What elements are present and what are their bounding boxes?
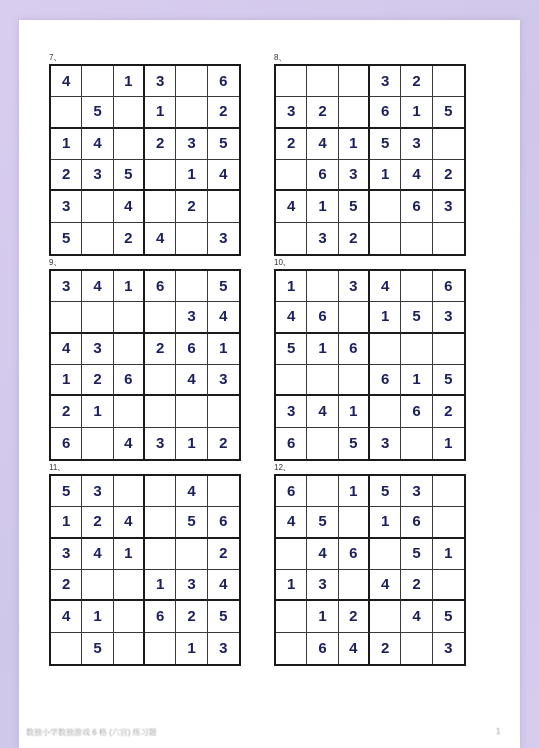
- sudoku-cell: 4: [51, 66, 82, 97]
- sudoku-cell: [370, 191, 401, 222]
- sudoku-cell: [401, 271, 432, 302]
- sudoku-cell: 2: [145, 129, 176, 160]
- sudoku-cell: [370, 539, 401, 570]
- sudoku-cell: [145, 160, 176, 191]
- sudoku-cell: [339, 507, 370, 538]
- sudoku-cell: [339, 570, 370, 601]
- sudoku-cell: 1: [307, 334, 338, 365]
- sudoku-cell: 4: [208, 302, 239, 333]
- sudoku-cell: 2: [307, 97, 338, 128]
- sudoku-cell: 2: [82, 365, 113, 396]
- sudoku-cell: 6: [145, 601, 176, 632]
- sudoku-cell: 2: [401, 570, 432, 601]
- sudoku-cell: 4: [276, 507, 307, 538]
- sudoku-cell: 3: [401, 476, 432, 507]
- sudoku-cell: 3: [339, 160, 370, 191]
- sudoku-cell: [114, 396, 145, 427]
- sudoku-cell: [82, 191, 113, 222]
- sudoku-cell: 1: [114, 66, 145, 97]
- sudoku-cell: 3: [307, 223, 338, 254]
- sudoku-cell: 2: [51, 160, 82, 191]
- puzzle-number-label: 12、: [274, 463, 291, 472]
- sudoku-cell: 3: [276, 97, 307, 128]
- sudoku-cell: 1: [276, 271, 307, 302]
- sudoku-cell: [208, 396, 239, 427]
- sudoku-cell: 2: [82, 507, 113, 538]
- sudoku-cell: 3: [307, 570, 338, 601]
- sudoku-cell: 5: [433, 601, 464, 632]
- sudoku-cell: [370, 601, 401, 632]
- sudoku-cell: [276, 160, 307, 191]
- sudoku-cell: 4: [114, 428, 145, 459]
- puzzle-number-label: 10、: [274, 258, 291, 267]
- sudoku-cell: [307, 476, 338, 507]
- sudoku-cell: [176, 271, 207, 302]
- sudoku-cell: 5: [339, 191, 370, 222]
- sudoku-cell: [51, 302, 82, 333]
- sudoku-cell: [145, 476, 176, 507]
- sudoku-cell: 6: [339, 334, 370, 365]
- sudoku-cell: [433, 570, 464, 601]
- sudoku-cell: 1: [307, 191, 338, 222]
- sudoku-cell: [145, 539, 176, 570]
- worksheet-page: [19, 20, 520, 748]
- sudoku-cell: [433, 223, 464, 254]
- sudoku-cell: 3: [339, 271, 370, 302]
- sudoku-cell: 5: [433, 365, 464, 396]
- sudoku-cell: 5: [401, 302, 432, 333]
- sudoku-cell: [307, 271, 338, 302]
- sudoku-cell: [370, 334, 401, 365]
- sudoku-cell: 6: [401, 191, 432, 222]
- sudoku-cell: 4: [370, 271, 401, 302]
- sudoku-cell: 1: [176, 428, 207, 459]
- sudoku-cell: 5: [208, 601, 239, 632]
- sudoku-cell: 6: [307, 160, 338, 191]
- sudoku-cell: [401, 334, 432, 365]
- sudoku-cell: 4: [82, 539, 113, 570]
- sudoku-cell: 1: [444, 434, 453, 452]
- sudoku-cell: 3: [82, 160, 113, 191]
- sudoku-cell: 1: [114, 271, 145, 302]
- sudoku-cell: 4: [208, 160, 239, 191]
- sudoku-grid: [49, 64, 241, 256]
- sudoku-cell: 4: [114, 191, 145, 222]
- sudoku-cell: 4: [276, 302, 307, 333]
- sudoku-cell: 1: [433, 539, 464, 570]
- sudoku-cell: 6: [276, 476, 307, 507]
- sudoku-cell: [176, 396, 207, 427]
- sudoku-cell: 6: [401, 396, 432, 427]
- sudoku-cell: 1: [82, 601, 113, 632]
- sudoku-cell: [51, 97, 82, 128]
- sudoku-cell: 1: [208, 334, 239, 365]
- sudoku-cell: 3: [219, 639, 228, 657]
- sudoku-cell: 2: [51, 570, 82, 601]
- sudoku-cell: 3: [208, 365, 239, 396]
- sudoku-cell: 2: [114, 223, 145, 254]
- sudoku-cell: 4: [208, 570, 239, 601]
- sudoku-cell: [51, 633, 82, 664]
- sudoku-cell: 5: [401, 539, 432, 570]
- sudoku-cell: 4: [339, 633, 370, 664]
- sudoku-cell: [276, 223, 307, 254]
- sudoku-cell: [276, 365, 307, 396]
- sudoku-cell: 3: [433, 191, 464, 222]
- sudoku-cell: 4: [401, 160, 432, 191]
- sudoku-cell: 3: [176, 570, 207, 601]
- sudoku-cell: 1: [176, 633, 207, 664]
- sudoku-cell: [176, 97, 207, 128]
- sudoku-cell: 4: [307, 539, 338, 570]
- sudoku-cell: 4: [82, 271, 113, 302]
- sudoku-cell: [82, 570, 113, 601]
- sudoku-cell: 1: [51, 507, 82, 538]
- sudoku-cell: 3: [370, 66, 401, 97]
- sudoku-cell: 2: [145, 334, 176, 365]
- sudoku-cell: [82, 428, 113, 459]
- sudoku-cell: 3: [276, 396, 307, 427]
- sudoku-cell: [208, 476, 239, 507]
- sudoku-cell: 3: [433, 302, 464, 333]
- sudoku-cell: 6: [51, 428, 82, 459]
- sudoku-cell: 3: [401, 129, 432, 160]
- sudoku-cell: 1: [339, 129, 370, 160]
- sudoku-cell: 6: [401, 507, 432, 538]
- sudoku-cell: 3: [51, 539, 82, 570]
- sudoku-cell: 5: [276, 334, 307, 365]
- sudoku-cell: [82, 302, 113, 333]
- sudoku-cell: [276, 66, 307, 97]
- sudoku-cell: 2: [51, 396, 82, 427]
- sudoku-cell: 5: [208, 129, 239, 160]
- sudoku-cell: [114, 129, 145, 160]
- sudoku-cell: [433, 66, 464, 97]
- sudoku-cell: [307, 365, 338, 396]
- sudoku-cell: 1: [339, 476, 370, 507]
- sudoku-cell: [339, 97, 370, 128]
- sudoku-cell: [433, 334, 464, 365]
- sudoku-cell: [307, 66, 338, 97]
- sudoku-cell: 1: [51, 365, 82, 396]
- sudoku-cell: 1: [339, 396, 370, 427]
- puzzle-number-label: 11、: [49, 463, 66, 472]
- sudoku-grid: [49, 269, 241, 461]
- sudoku-grid: [274, 474, 466, 666]
- sudoku-cell: [114, 97, 145, 128]
- sudoku-cell: 6: [145, 271, 176, 302]
- sudoku-cell: 3: [145, 66, 176, 97]
- sudoku-cell: 2: [176, 601, 207, 632]
- sudoku-cell: [401, 633, 432, 664]
- sudoku-cell: [339, 365, 370, 396]
- sudoku-cell: 4: [307, 129, 338, 160]
- sudoku-cell: 4: [82, 129, 113, 160]
- sudoku-cell: 6: [339, 539, 370, 570]
- sudoku-cell: 3: [145, 428, 176, 459]
- sudoku-cell: 1: [176, 160, 207, 191]
- sudoku-cell: 3: [176, 129, 207, 160]
- page-number: 1: [496, 727, 501, 736]
- sudoku-cell: 5: [51, 476, 82, 507]
- sudoku-cell: 3: [176, 302, 207, 333]
- sudoku-cell: 2: [208, 539, 239, 570]
- sudoku-cell: [145, 191, 176, 222]
- sudoku-cell: 1: [370, 160, 401, 191]
- sudoku-cell: [145, 633, 176, 664]
- page-footer-text: 数独小学数独游戏 6 格 (六宫) 练习题: [26, 728, 157, 737]
- puzzle-number-label: 7、: [49, 53, 62, 62]
- sudoku-cell: 5: [82, 633, 113, 664]
- sudoku-cell: 6: [433, 271, 464, 302]
- sudoku-cell: 1: [145, 570, 176, 601]
- sudoku-cell: 5: [51, 223, 82, 254]
- sudoku-cell: 3: [82, 334, 113, 365]
- sudoku-cell: 3: [219, 229, 228, 247]
- sudoku-cell: 5: [307, 507, 338, 538]
- sudoku-cell: [114, 601, 145, 632]
- sudoku-cell: 5: [114, 160, 145, 191]
- sudoku-cell: 5: [208, 271, 239, 302]
- sudoku-cell: [82, 223, 113, 254]
- sudoku-cell: 6: [276, 428, 307, 459]
- sudoku-cell: 6: [176, 334, 207, 365]
- sudoku-cell: 1: [307, 601, 338, 632]
- sudoku-cell: 3: [82, 476, 113, 507]
- sudoku-cell: 5: [433, 97, 464, 128]
- sudoku-grid: [49, 474, 241, 666]
- sudoku-cell: [145, 302, 176, 333]
- sudoku-cell: 3: [444, 639, 453, 657]
- sudoku-cell: 4: [51, 601, 82, 632]
- sudoku-cell: [276, 633, 307, 664]
- sudoku-cell: 4: [307, 396, 338, 427]
- sudoku-cell: 1: [370, 302, 401, 333]
- sudoku-cell: 6: [208, 507, 239, 538]
- sudoku-cell: [276, 601, 307, 632]
- sudoku-cell: [176, 223, 207, 254]
- sudoku-cell: 2: [433, 396, 464, 427]
- sudoku-cell: 6: [114, 365, 145, 396]
- sudoku-cell: 1: [276, 570, 307, 601]
- sudoku-cell: 6: [208, 66, 239, 97]
- sudoku-cell: [339, 302, 370, 333]
- sudoku-grid: [274, 269, 466, 461]
- sudoku-cell: [208, 191, 239, 222]
- sudoku-cell: [433, 507, 464, 538]
- sudoku-cell: 1: [401, 97, 432, 128]
- sudoku-cell: 4: [145, 223, 176, 254]
- sudoku-cell: 5: [176, 507, 207, 538]
- sudoku-cell: 2: [370, 633, 401, 664]
- sudoku-cell: 2: [276, 129, 307, 160]
- sudoku-cell: 4: [276, 191, 307, 222]
- sudoku-cell: 2: [433, 160, 464, 191]
- sudoku-cell: 6: [370, 365, 401, 396]
- sudoku-cell: [114, 334, 145, 365]
- sudoku-cell: 3: [51, 271, 82, 302]
- sudoku-cell: [145, 507, 176, 538]
- sudoku-cell: 6: [307, 633, 338, 664]
- sudoku-cell: 4: [401, 601, 432, 632]
- sudoku-cell: [114, 302, 145, 333]
- sudoku-cell: 2: [176, 191, 207, 222]
- sudoku-cell: 2: [339, 223, 370, 254]
- sudoku-cell: [114, 476, 145, 507]
- sudoku-cell: 1: [82, 396, 113, 427]
- sudoku-cell: 2: [339, 601, 370, 632]
- puzzle-number-label: 8、: [274, 53, 287, 62]
- sudoku-cell: 1: [51, 129, 82, 160]
- sudoku-cell: 1: [114, 539, 145, 570]
- sudoku-cell: [370, 223, 401, 254]
- sudoku-cell: 6: [370, 97, 401, 128]
- sudoku-cell: [145, 396, 176, 427]
- sudoku-cell: [433, 476, 464, 507]
- sudoku-cell: 2: [219, 434, 228, 452]
- sudoku-cell: 3: [370, 428, 401, 459]
- sudoku-cell: [176, 539, 207, 570]
- sudoku-cell: 3: [51, 191, 82, 222]
- sudoku-cell: 1: [145, 97, 176, 128]
- sudoku-cell: [307, 428, 338, 459]
- sudoku-cell: 1: [370, 507, 401, 538]
- sudoku-cell: 5: [339, 428, 370, 459]
- sudoku-cell: 4: [51, 334, 82, 365]
- sudoku-cell: [114, 570, 145, 601]
- sudoku-cell: 5: [370, 129, 401, 160]
- sudoku-cell: 2: [208, 97, 239, 128]
- sudoku-cell: [401, 223, 432, 254]
- sudoku-cell: 4: [370, 570, 401, 601]
- sudoku-cell: 1: [401, 365, 432, 396]
- sudoku-cell: [401, 428, 432, 459]
- sudoku-cell: [82, 66, 113, 97]
- puzzle-number-label: 9、: [49, 258, 62, 267]
- sudoku-cell: 5: [370, 476, 401, 507]
- sudoku-cell: 2: [401, 66, 432, 97]
- sudoku-cell: [433, 129, 464, 160]
- sudoku-cell: [176, 66, 207, 97]
- sudoku-cell: 4: [114, 507, 145, 538]
- sudoku-cell: [114, 633, 145, 664]
- sudoku-cell: [339, 66, 370, 97]
- sudoku-cell: [145, 365, 176, 396]
- sudoku-grid: [274, 64, 466, 256]
- sudoku-cell: 6: [307, 302, 338, 333]
- sudoku-cell: 4: [176, 365, 207, 396]
- sudoku-cell: 4: [176, 476, 207, 507]
- sudoku-cell: 5: [82, 97, 113, 128]
- sudoku-cell: [370, 396, 401, 427]
- sudoku-cell: [276, 539, 307, 570]
